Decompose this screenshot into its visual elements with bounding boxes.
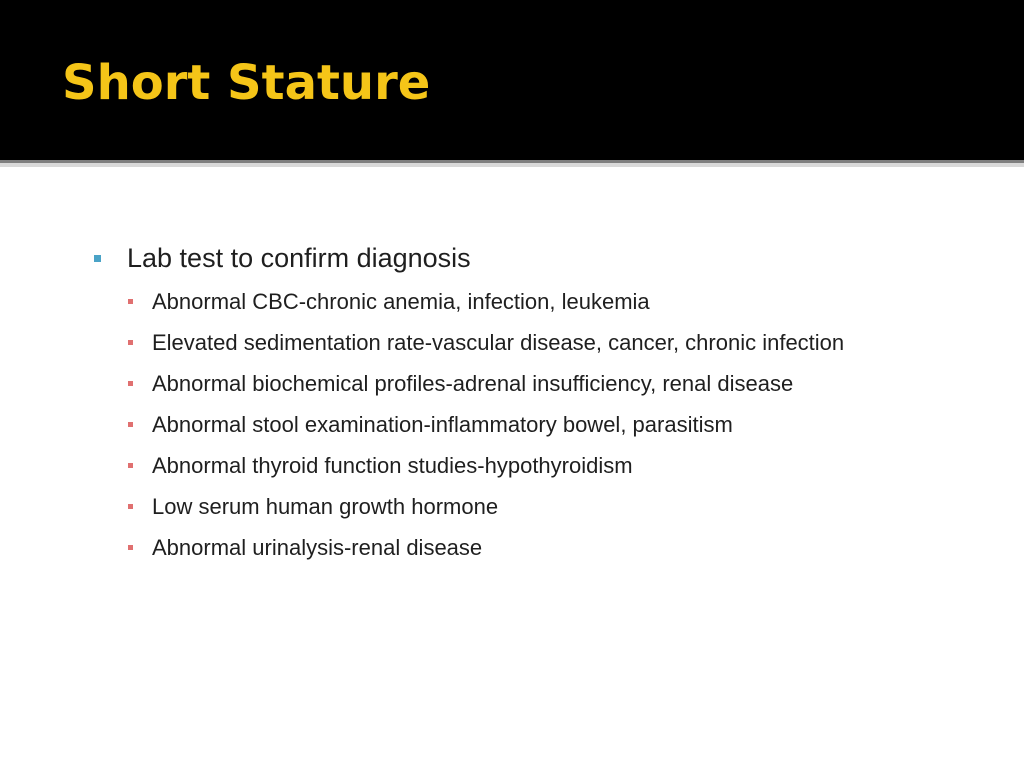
square-bullet-icon [128, 422, 133, 427]
sub-bullet-item [128, 527, 1000, 568]
sub-bullet-item [128, 281, 1000, 322]
square-bullet-icon [128, 340, 133, 345]
square-bullet-icon [128, 463, 133, 468]
sub-bullet-text: Low serum human growth hormone [152, 493, 499, 519]
title-divider-shadow [0, 163, 1024, 167]
bullet-item [90, 236, 1000, 280]
square-bullet-icon [128, 504, 133, 509]
sub-bullet-item [128, 322, 1000, 363]
sub-bullet-text: Abnormal urinalysis-renal disease [152, 534, 483, 560]
sub-bullet-item [128, 363, 1000, 404]
bullet-text: Lab test to confirm diagnosis [127, 242, 471, 273]
sub-bullet-list [90, 281, 1000, 568]
sub-bullet-item [128, 445, 1000, 486]
square-bullet-icon [94, 255, 101, 262]
square-bullet-icon [128, 299, 133, 304]
sub-bullet-text: Elevated sedimentation rate-vascular disease, cancer, chronic infection [152, 329, 845, 355]
sub-bullet-item [128, 404, 1000, 445]
sub-bullet-item [128, 486, 1000, 527]
slide-body [90, 236, 1000, 568]
sub-bullet-text: Abnormal biochemical profiles-adrenal insufficiency, renal disease [152, 370, 794, 396]
slide-title: Short Stature [62, 55, 431, 111]
square-bullet-icon [128, 381, 133, 386]
sub-bullet-text: Abnormal CBC-chronic anemia, infection, leukemia [152, 288, 650, 314]
sub-bullet-text: Abnormal stool examination-inflammatory bowel, parasitism [152, 411, 733, 437]
square-bullet-icon [128, 545, 133, 550]
sub-bullet-text: Abnormal thyroid function studies-hypothyroidism [152, 452, 633, 478]
title-band [0, 0, 1024, 160]
